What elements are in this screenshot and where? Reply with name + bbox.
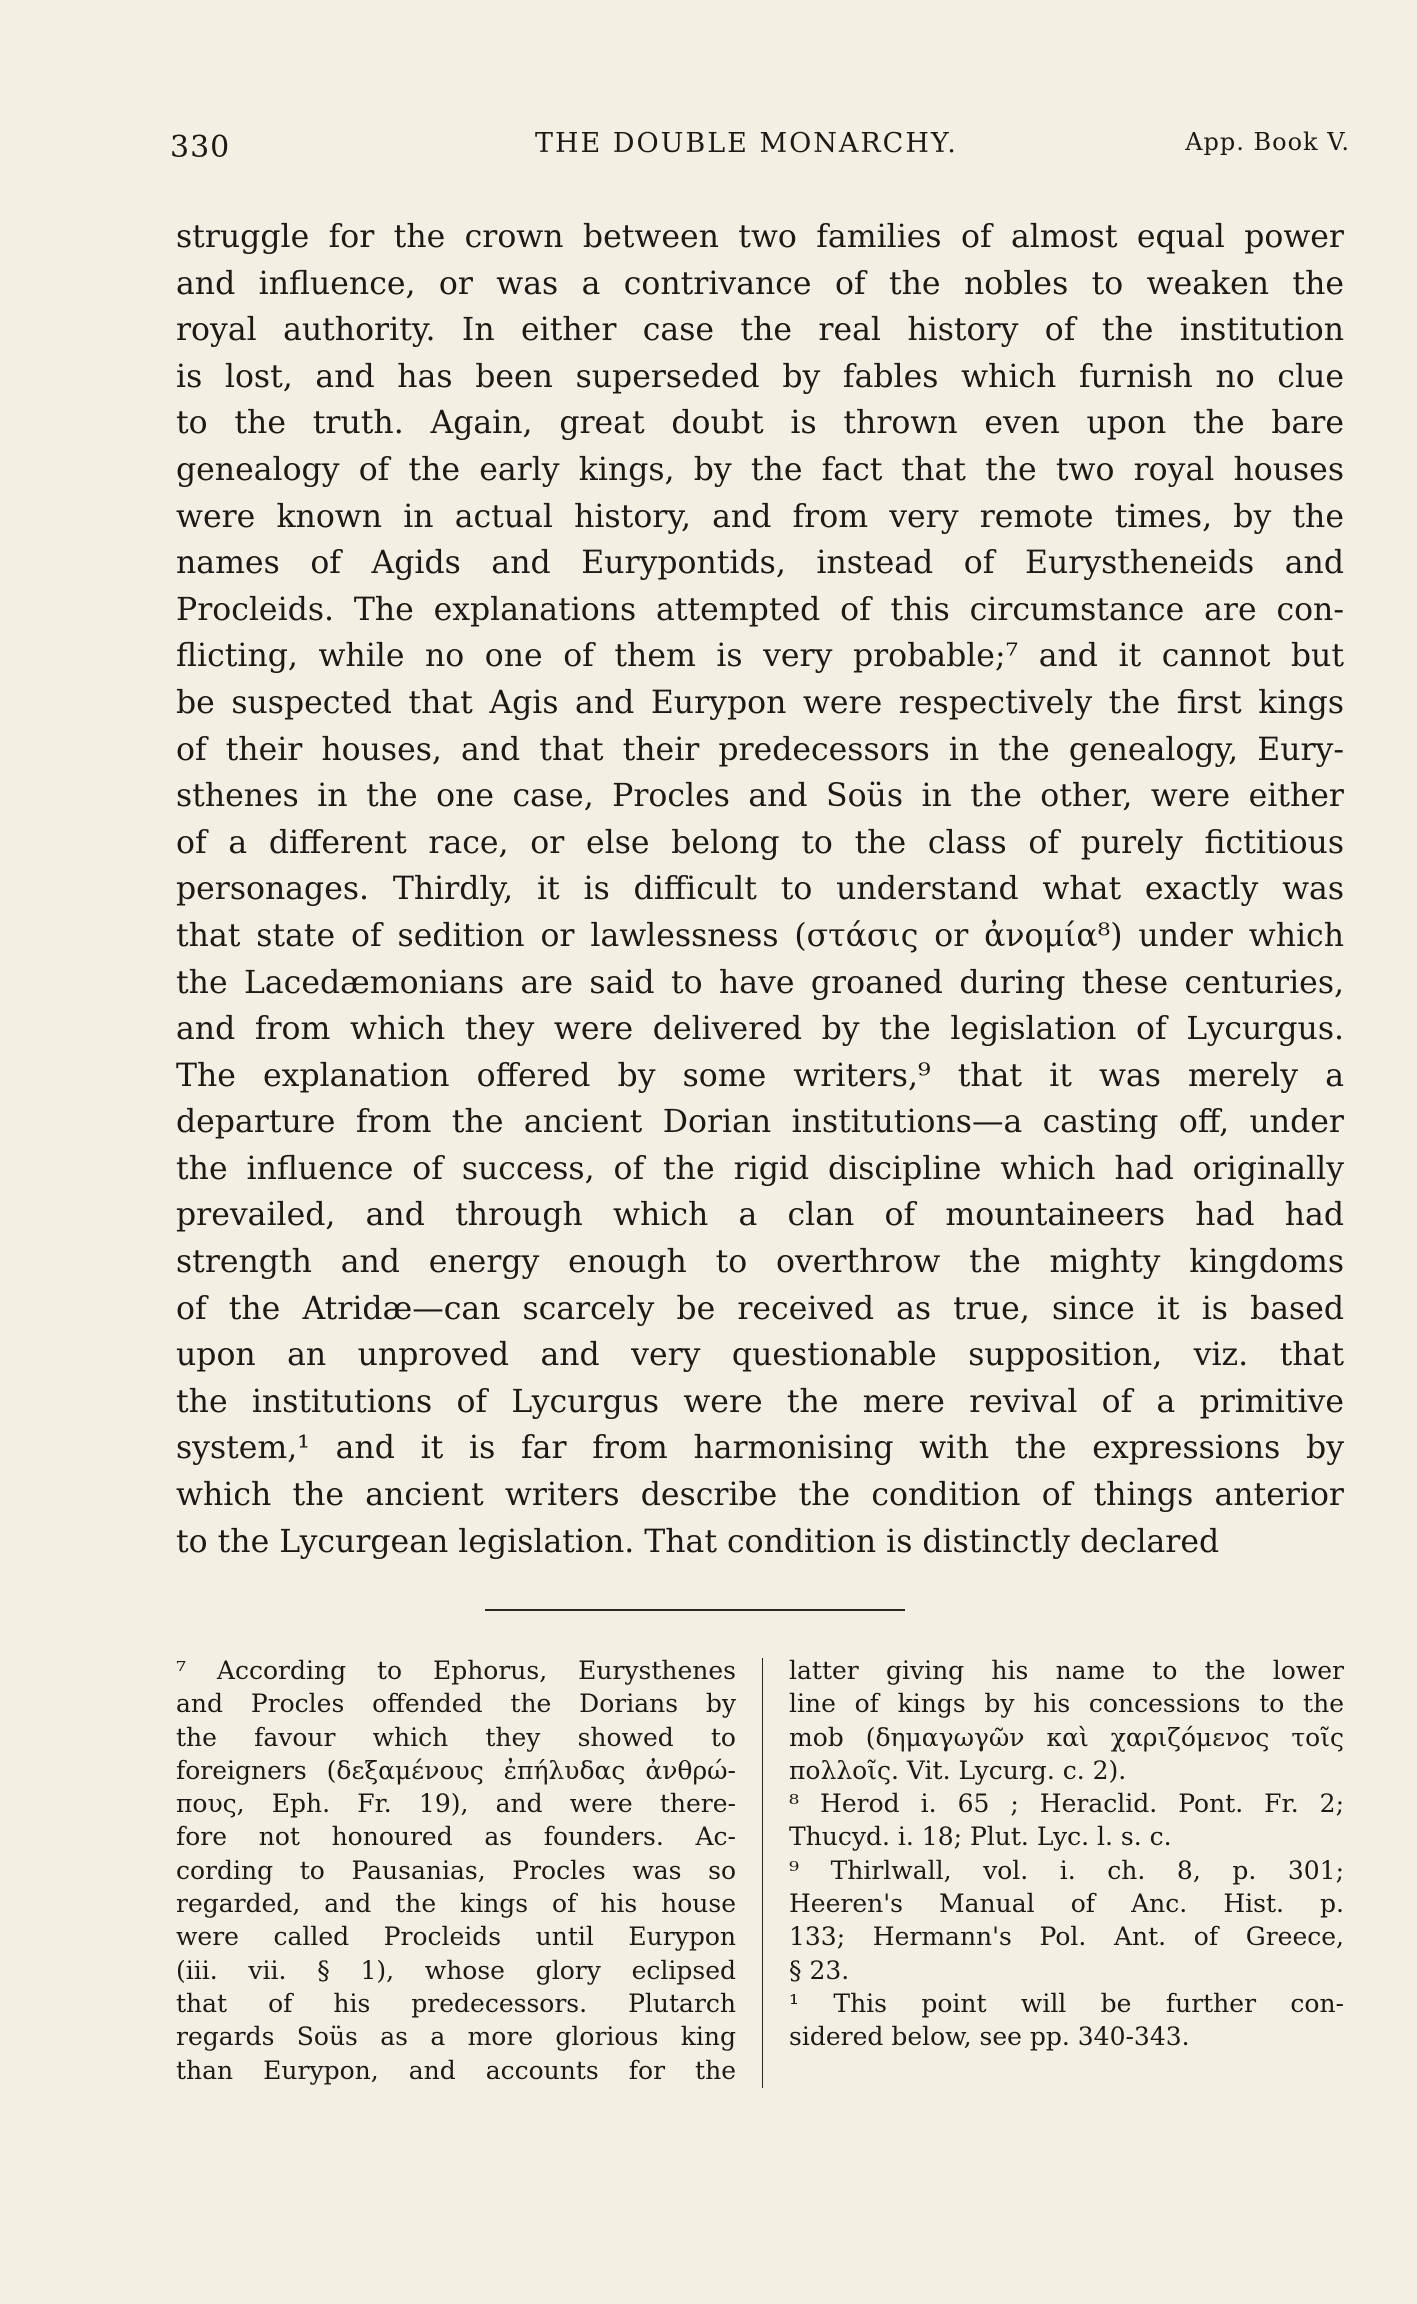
page-header xyxy=(170,128,1350,168)
footnotes-right-column xyxy=(789,1654,1344,2054)
footnote-column-divider xyxy=(762,1658,763,2088)
text-line: system,¹ and it is far from harmonising with the expressions by xyxy=(176,1430,1344,1467)
text-line: the Lacedæmonians are said to have groaned during these centuries, xyxy=(176,964,1344,1001)
footnote-line: regards Soüs as a more glorious king xyxy=(176,2022,736,2052)
footnote-line: mob (δημαγωγῶν καὶ χαριζόμενος τοῖς xyxy=(789,1722,1344,1752)
running-title: THE DOUBLE MONARCHY. xyxy=(535,128,958,159)
text-line: to the truth. Again, great doubt is thrown even upon the bare xyxy=(176,405,1344,442)
text-line: upon an unproved and very questionable supposition, viz. that xyxy=(176,1337,1344,1374)
footnote-line: cording to Pausanias, Procles was so xyxy=(176,1855,736,1885)
running-section: App. Book V. xyxy=(1185,128,1350,156)
text-line: royal authority. In either case the real history of the institution xyxy=(176,312,1344,349)
text-line: of a different race, or else belong to the class of purely fictitious xyxy=(176,824,1344,861)
footnote-line: latter giving his name to the lower xyxy=(789,1656,1344,1685)
footnote-line: ⁷ According to Ephorus, Eurysthenes xyxy=(176,1656,736,1685)
footnotes-left-column xyxy=(176,1654,736,2087)
text-line: sthenes in the one case, Procles and Soüs in the other, were either xyxy=(176,778,1344,815)
main-text xyxy=(176,214,1344,1565)
text-line: is lost, and has been superseded by fables which furnish no clue xyxy=(176,358,1344,395)
text-line: personages. Thirdly, it is difficult to understand what exactly was xyxy=(176,871,1344,908)
footnote-line: sidered below, see pp. 340-343. xyxy=(789,2022,1190,2052)
footnote-line: ¹ This point will be further con- xyxy=(789,1988,1344,2018)
text-line: the institutions of Lycurgus were the mere revival of a primitive xyxy=(176,1383,1344,1420)
footnote-line: ⁹ Thirlwall, vol. i. ch. 8, p. 301; xyxy=(789,1855,1344,1885)
text-line: of their houses, and that their predecessors in the genealogy, Eury- xyxy=(176,731,1344,768)
text-line: flicting, while no one of them is very probable;⁷ and it cannot but xyxy=(176,638,1344,675)
footnote-line: fore not honoured as founders. Ac- xyxy=(176,1822,736,1852)
text-line: and from which they were delivered by the legislation of Lycurgus. xyxy=(176,1011,1344,1048)
footnote-line: that of his predecessors. Plutarch xyxy=(176,1988,736,2018)
text-line: the influence of success, of the rigid discipline which had originally xyxy=(176,1150,1344,1187)
footnote-line: πολλοῖς. Vit. Lycurg. c. 2). xyxy=(789,1755,1127,1785)
footnote-line: (iii. vii. § 1), whose glory eclipsed xyxy=(176,1955,736,1985)
footnote-line: Thucyd. i. 18; Plut. Lyc. l. s. c. xyxy=(789,1822,1172,1852)
footnote-line: 133; Hermann's Pol. Ant. of Greece, xyxy=(789,1922,1344,1952)
text-line: The explanation offered by some writers,⁹ that it was merely a xyxy=(176,1057,1344,1094)
text-line: departure from the ancient Dorian institutions—a casting off, under xyxy=(176,1104,1344,1141)
footnote-line: were called Procleids until Eurypon xyxy=(176,1922,736,1952)
text-line: of the Atridæ—can scarcely be received as true, since it is based xyxy=(176,1290,1344,1327)
text-line: that state of sedition or lawlessness (στάσις or ἀνομία⁸) under which xyxy=(176,917,1344,954)
text-line: prevailed, and through which a clan of mountaineers had had xyxy=(176,1197,1344,1234)
footnote-line: regarded, and the kings of his house xyxy=(176,1889,736,1919)
footnote-line: line of kings by his concessions to the xyxy=(789,1689,1344,1719)
footnote-line: than Eurypon, and accounts for the xyxy=(176,2055,736,2085)
footnote-line: Heeren's Manual of Anc. Hist. p. xyxy=(789,1889,1344,1919)
page-number: 330 xyxy=(170,130,231,165)
text-line: struggle for the crown between two families of almost equal power xyxy=(176,219,1344,255)
footnote-rule xyxy=(485,1609,905,1611)
text-line: which the ancient writers describe the condition of things anterior xyxy=(176,1477,1344,1514)
text-line: be suspected that Agis and Eurypon were respectively the first kings xyxy=(176,684,1344,721)
footnote-line: § 23. xyxy=(789,1955,850,1985)
text-line: were known in actual history, and from very remote times, by the xyxy=(176,498,1344,535)
text-line: Procleids. The explanations attempted of this circumstance are con- xyxy=(176,591,1344,628)
footnote-line: ⁸ Herod i. 65 ; Heraclid. Pont. Fr. 2; xyxy=(789,1789,1344,1819)
footnote-line: the favour which they showed to xyxy=(176,1722,736,1752)
footnote-line: foreigners (δεξαμένους ἐπήλυδας ἀνθρώ- xyxy=(176,1755,736,1785)
text-line: genealogy of the early kings, by the fact that the two royal houses xyxy=(176,451,1344,488)
text-line: names of Agids and Eurypontids, instead of Eurystheneids and xyxy=(176,545,1344,582)
footnote-line: and Procles offended the Dorians by xyxy=(176,1689,736,1719)
text-line: and influence, or was a contrivance of the nobles to weaken the xyxy=(176,265,1344,302)
footnote-line: πους, Eph. Fr. 19), and were there- xyxy=(176,1789,736,1819)
text-line: strength and energy enough to overthrow the mighty kingdoms xyxy=(176,1244,1344,1281)
text-line: to the Lycurgean legislation. That condition is distinctly declared xyxy=(176,1523,1220,1560)
